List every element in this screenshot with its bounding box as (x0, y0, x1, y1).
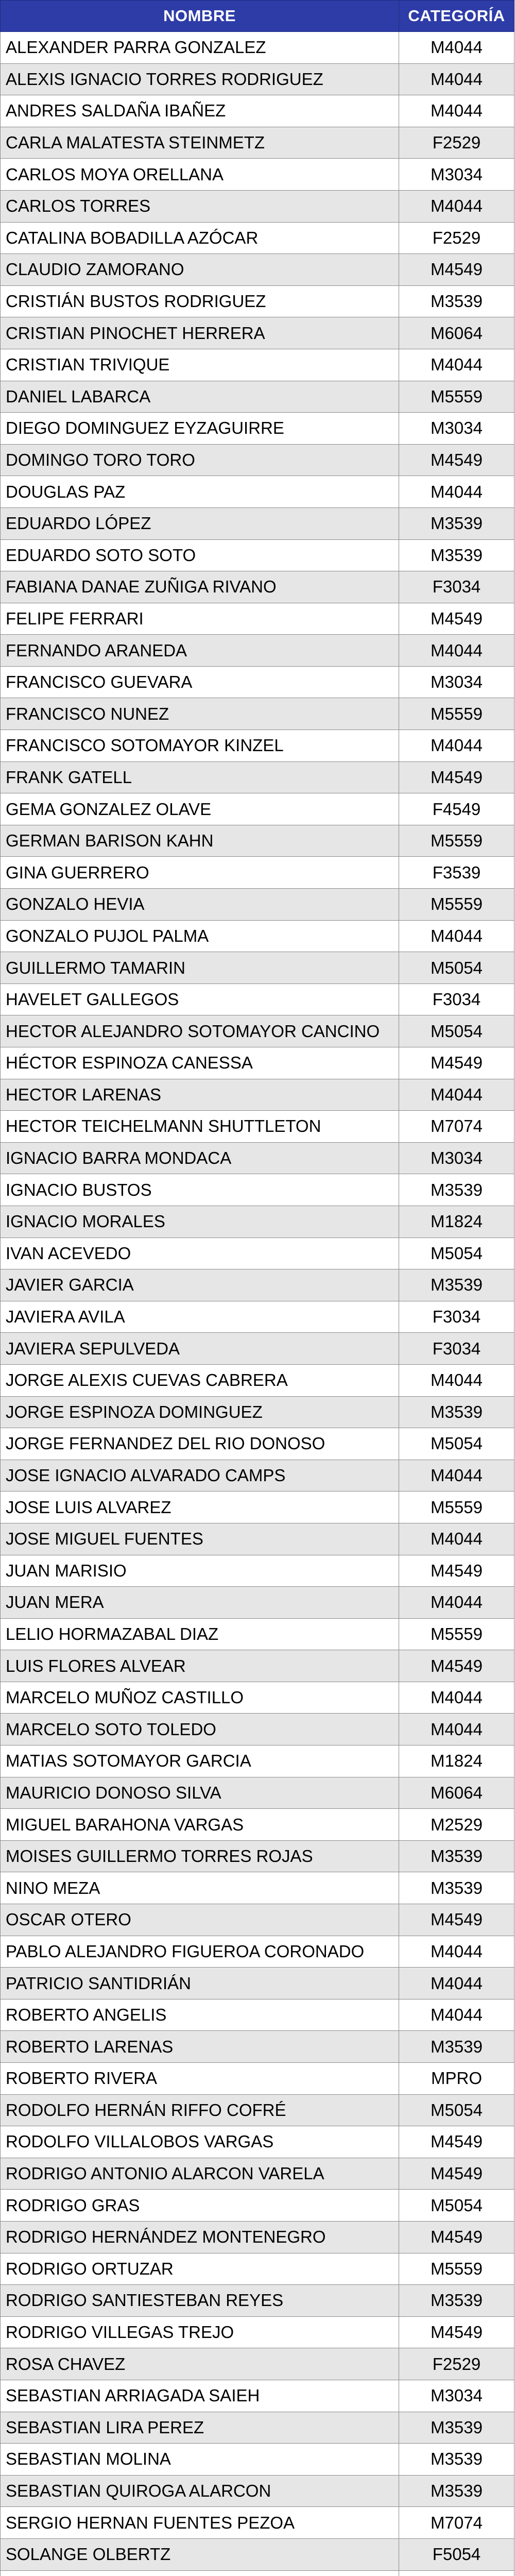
table-row (1, 349, 514, 381)
participant-category-cell: M5559 (399, 1492, 514, 1523)
participant-name-cell: GONZALO PUJOL PALMA (1, 920, 399, 952)
participant-name-cell: FELIPE FERRARI (1, 603, 399, 635)
participant-category-cell: M3539 (399, 2285, 514, 2317)
participant-name-cell: SERGIO HERNAN FUENTES PEZOA (1, 2507, 399, 2539)
participant-name-cell: JOSE LUIS ALVAREZ (1, 1492, 399, 1523)
participant-category-cell: M3539 (399, 2412, 514, 2444)
participant-category-cell: M4044 (399, 95, 514, 127)
participant-name-cell: CARLOS MOYA ORELLANA (1, 159, 399, 191)
table-row (1, 1301, 514, 1333)
participant-category-cell: M5559 (399, 381, 514, 413)
participant-name-cell: MIGUEL BARAHONA VARGAS (1, 1809, 399, 1841)
table-row (1, 1618, 514, 1650)
table-row (1, 1269, 514, 1301)
participant-category-cell: F3034 (399, 1301, 514, 1333)
participant-name-cell: ANDRES SALDAÑA IBAÑEZ (1, 95, 399, 127)
participant-category-cell: M4044 (399, 349, 514, 381)
participant-name-cell: EDUARDO LÓPEZ (1, 507, 399, 539)
participant-name-cell: CRISTIAN PINOCHET HERRERA (1, 317, 399, 349)
participant-category-cell: M4044 (399, 476, 514, 508)
participant-name-cell: IGNACIO MORALES (1, 1206, 399, 1238)
participant-name-cell: LUIS FLORES ALVEAR (1, 1650, 399, 1682)
participant-name-cell: HAVELET GALLEGOS (1, 984, 399, 1015)
participant-category-cell: M4549 (399, 1904, 514, 1936)
participant-name-cell: LELIO HORMAZABAL DIAZ (1, 1618, 399, 1650)
table-row (1, 1872, 514, 1904)
participant-category-cell: F3034 (399, 984, 514, 1015)
participant-name-cell: HECTOR LARENAS (1, 1079, 399, 1111)
table-row (1, 1364, 514, 1396)
participant-name-cell: DANIEL LABARCA (1, 381, 399, 413)
participant-name-cell: CLAUDIO ZAMORANO (1, 254, 399, 286)
table-row (1, 2063, 514, 2095)
participant-category-cell: M3034 (399, 159, 514, 191)
participant-name-cell: JAVIER GARCIA (1, 1269, 399, 1301)
table-row (1, 2253, 514, 2285)
table-row (1, 1809, 514, 1841)
participant-category-cell: M4044 (399, 1936, 514, 1968)
name-column-header: NOMBRE (1, 1, 399, 32)
participant-category-cell: F2529 (399, 2348, 514, 2380)
participant-category-cell: M7074 (399, 1111, 514, 1143)
table-row (1, 1650, 514, 1682)
participant-category-cell: M5054 (399, 2094, 514, 2126)
participant-category-cell: F3034 (399, 571, 514, 603)
table-row (1, 1587, 514, 1619)
category-column-header: CATEGORÍA (399, 1, 514, 32)
table-row (1, 2126, 514, 2158)
participant-category-cell: M3034 (399, 666, 514, 698)
participant-name-cell: JAVIERA AVILA (1, 1301, 399, 1333)
participant-category-cell: M3539 (399, 507, 514, 539)
table-row (1, 857, 514, 889)
participant-category-cell: M4044 (399, 920, 514, 952)
participant-category-cell: M3034 (399, 1142, 514, 1174)
table-row (1, 1999, 514, 2031)
participant-category-cell: M3034 (399, 413, 514, 445)
table-row (1, 507, 514, 539)
table-row (1, 285, 514, 317)
participant-category-cell: M3539 (399, 1269, 514, 1301)
table-row (1, 2285, 514, 2317)
participant-category-cell: M4549 (399, 444, 514, 476)
participant-name-cell: RODRIGO ORTUZAR (1, 2253, 399, 2285)
participant-category-cell: M4044 (399, 1364, 514, 1396)
participant-category-cell: M5054 (399, 1428, 514, 1460)
participant-name-cell: PATRICIO SANTIDRIÁN (1, 1968, 399, 1999)
table-row (1, 1047, 514, 1079)
participant-name-cell (1, 2570, 399, 2576)
table-row (1, 666, 514, 698)
table-row (1, 793, 514, 825)
participant-category-cell: M6064 (399, 1777, 514, 1809)
participant-category-cell: F3034 (399, 1333, 514, 1365)
participant-category-cell: M4549 (399, 254, 514, 286)
participant-name-cell: CARLOS TORRES (1, 190, 399, 222)
participant-category-cell: M7074 (399, 2507, 514, 2539)
participant-category-cell: M5054 (399, 2190, 514, 2222)
participant-name-cell: CARLA MALATESTA STEINMETZ (1, 127, 399, 159)
table-row (1, 317, 514, 349)
participant-name-cell: SEBASTIAN LIRA PEREZ (1, 2412, 399, 2444)
participant-name-cell: JORGE FERNANDEZ DEL RIO DONOSO (1, 1428, 399, 1460)
participant-category-cell: M4044 (399, 1999, 514, 2031)
participant-name-cell: JOSE MIGUEL FUENTES (1, 1523, 399, 1555)
participant-name-cell: FRANCISCO GUEVARA (1, 666, 399, 698)
participant-name-cell: CATALINA BOBADILLA AZÓCAR (1, 222, 399, 254)
table-row (1, 698, 514, 730)
participant-category-cell: M4044 (399, 1682, 514, 1714)
table-row (1, 2158, 514, 2190)
table-row (1, 1460, 514, 1492)
participant-category-cell: M3539 (399, 2444, 514, 2476)
participant-category-cell: M5559 (399, 1618, 514, 1650)
table-row (1, 920, 514, 952)
participant-category-cell: F3539 (399, 857, 514, 889)
participant-category-cell: M1824 (399, 1745, 514, 1777)
participant-category-cell: M4044 (399, 730, 514, 762)
participant-name-cell: GONZALO HEVIA (1, 889, 399, 921)
table-row (1, 254, 514, 286)
participant-name-cell: JOSE IGNACIO ALVARADO CAMPS (1, 1460, 399, 1492)
participant-category-cell: M3539 (399, 1840, 514, 1872)
participant-category-cell: M3539 (399, 2031, 514, 2063)
table-row (1, 1492, 514, 1523)
table-row (1, 1840, 514, 1872)
participant-name-cell: DOMINGO TORO TORO (1, 444, 399, 476)
participant-name-cell: GEMA GONZALEZ OLAVE (1, 793, 399, 825)
table-row (1, 1206, 514, 1238)
table-row (1, 1142, 514, 1174)
participant-category-cell: M4044 (399, 190, 514, 222)
table-row (1, 761, 514, 793)
table-row (1, 889, 514, 921)
table-row (1, 2221, 514, 2253)
participant-name-cell: SEBASTIAN QUIROGA ALARCON (1, 2475, 399, 2507)
participant-name-cell: ROSA CHAVEZ (1, 2348, 399, 2380)
table-row (1, 1682, 514, 1714)
participant-name-cell: RODRIGO GRAS (1, 2190, 399, 2222)
table-row (1, 825, 514, 857)
participant-name-cell: GERMAN BARISON KAHN (1, 825, 399, 857)
participant-name-cell: ALEXANDER PARRA GONZALEZ (1, 32, 399, 64)
participant-name-cell: GINA GUERRERO (1, 857, 399, 889)
table-row (1, 1111, 514, 1143)
participant-name-cell: IGNACIO BARRA MONDACA (1, 1142, 399, 1174)
table-row (1, 539, 514, 571)
table-row (1, 730, 514, 762)
participant-category-cell: MPRO (399, 2063, 514, 2095)
participant-category-cell: M4044 (399, 32, 514, 64)
participant-name-cell: ROBERTO RIVERA (1, 2063, 399, 2095)
participant-category-cell: M3034 (399, 2380, 514, 2412)
table-row (1, 413, 514, 445)
participant-category-cell: M4044 (399, 1079, 514, 1111)
participant-name-cell: JUAN MARISIO (1, 1555, 399, 1587)
table-row (1, 1968, 514, 1999)
participant-category-cell: M6064 (399, 317, 514, 349)
participant-category-cell: F5054 (399, 2538, 514, 2570)
participant-category-cell: M5054 (399, 1015, 514, 1047)
table-row (1, 1777, 514, 1809)
participant-category-cell: M4044 (399, 1714, 514, 1745)
participant-category-cell: F4549 (399, 793, 514, 825)
participant-name-cell: MARCELO MUÑOZ CASTILLO (1, 1682, 399, 1714)
participant-name-cell: CRISTIÁN BUSTOS RODRIGUEZ (1, 285, 399, 317)
participant-name-cell: JORGE ALEXIS CUEVAS CABRERA (1, 1364, 399, 1396)
participant-name-cell: FRANK GATELL (1, 761, 399, 793)
participant-name-cell: JORGE ESPINOZA DOMINGUEZ (1, 1396, 399, 1428)
table-row (1, 1079, 514, 1111)
participant-name-cell: RODRIGO HERNÁNDEZ MONTENEGRO (1, 2221, 399, 2253)
table-row (1, 952, 514, 984)
table-row (1, 1238, 514, 1269)
participant-name-cell: DOUGLAS PAZ (1, 476, 399, 508)
participant-category-cell: M5559 (399, 2253, 514, 2285)
table-row (1, 1428, 514, 1460)
participant-category-cell: M4549 (399, 2316, 514, 2348)
table-row (1, 2190, 514, 2222)
participant-category-cell: M2529 (399, 1809, 514, 1841)
participant-name-cell: MATIAS SOTOMAYOR GARCIA (1, 1745, 399, 1777)
participant-name-cell: GUILLERMO TAMARIN (1, 952, 399, 984)
participant-category-cell: M4549 (399, 603, 514, 635)
table-row (1, 2380, 514, 2412)
table-row (1, 2094, 514, 2126)
participant-category-cell: M5054 (399, 952, 514, 984)
participant-category-cell: M4044 (399, 1968, 514, 1999)
table-row (1, 222, 514, 254)
participant-category-cell: M4549 (399, 2221, 514, 2253)
participant-category-cell: M4549 (399, 1555, 514, 1587)
participant-name-cell: HECTOR TEICHELMANN SHUTTLETON (1, 1111, 399, 1143)
participant-name-cell: EDUARDO SOTO SOTO (1, 539, 399, 571)
participant-name-cell: SEBASTIAN ARRIAGADA SAIEH (1, 2380, 399, 2412)
participant-category-cell: F2529 (399, 127, 514, 159)
table-row (1, 95, 514, 127)
participant-name-cell: MARCELO SOTO TOLEDO (1, 1714, 399, 1745)
participant-category-cell: M4549 (399, 1650, 514, 1682)
participant-category-cell: M4549 (399, 761, 514, 793)
table-row (1, 635, 514, 667)
participant-name-cell: ALEXIS IGNACIO TORRES RODRIGUEZ (1, 63, 399, 95)
table-row (1, 476, 514, 508)
table-row (1, 381, 514, 413)
participant-name-cell: PABLO ALEJANDRO FIGUEROA CORONADO (1, 1936, 399, 1968)
table-row (1, 1174, 514, 1206)
participant-category-cell: M5559 (399, 698, 514, 730)
participant-name-cell: DIEGO DOMINGUEZ EYZAGUIRRE (1, 413, 399, 445)
participant-name-cell: ROBERTO ANGELIS (1, 1999, 399, 2031)
participant-name-cell: JUAN MERA (1, 1587, 399, 1619)
participant-name-cell: RODRIGO ANTONIO ALARCON VARELA (1, 2158, 399, 2190)
participant-name-cell: IVAN ACEVEDO (1, 1238, 399, 1269)
participant-category-cell: M1824 (399, 1206, 514, 1238)
participant-name-cell: OSCAR OTERO (1, 1904, 399, 1936)
table-row (1, 1555, 514, 1587)
table-row (1, 127, 514, 159)
participant-name-cell: MOISES GUILLERMO TORRES ROJAS (1, 1840, 399, 1872)
participant-name-cell: FABIANA DANAE ZUÑIGA RIVANO (1, 571, 399, 603)
header-row (1, 1, 514, 32)
participant-name-cell: RODOLFO VILLALOBOS VARGAS (1, 2126, 399, 2158)
participant-category-cell: M3539 (399, 1174, 514, 1206)
table-row (1, 32, 514, 64)
table-row (1, 1904, 514, 1936)
table-row (1, 2348, 514, 2380)
participant-category-cell: M4044 (399, 635, 514, 667)
participant-name-cell: HECTOR ALEJANDRO SOTOMAYOR CANCINO (1, 1015, 399, 1047)
participant-category-cell: F2529 (399, 222, 514, 254)
participant-category-cell: M3539 (399, 2475, 514, 2507)
table-row (1, 2538, 514, 2570)
table-row (1, 2316, 514, 2348)
participant-name-cell: CRISTIAN TRIVIQUE (1, 349, 399, 381)
participant-category-cell: M5054 (399, 1238, 514, 1269)
participant-name-cell: RODRIGO VILLEGAS TREJO (1, 2316, 399, 2348)
participant-category-cell: M4044 (399, 1523, 514, 1555)
participant-category-cell: M4549 (399, 2126, 514, 2158)
table-row (1, 63, 514, 95)
participant-category-cell: M3539 (399, 1396, 514, 1428)
participant-name-cell: FERNANDO ARANEDA (1, 635, 399, 667)
participant-category-cell: M5559 (399, 889, 514, 921)
participant-category-cell: M4549 (399, 2158, 514, 2190)
participant-category-cell: M3539 (399, 1872, 514, 1904)
participant-name-cell: HÉCTOR ESPINOZA CANESSA (1, 1047, 399, 1079)
table-row (1, 1396, 514, 1428)
table-row (1, 2444, 514, 2476)
participant-name-cell: FRANCISCO SOTOMAYOR KINZEL (1, 730, 399, 762)
table-row (1, 571, 514, 603)
participant-category-cell: M3539 (399, 539, 514, 571)
participant-category-cell: M4549 (399, 1047, 514, 1079)
participant-name-cell: NINO MEZA (1, 1872, 399, 1904)
participant-name-cell: JAVIERA SEPULVEDA (1, 1333, 399, 1365)
table-row (1, 984, 514, 1015)
participant-name-cell: ROBERTO LARENAS (1, 2031, 399, 2063)
participant-name-cell: FRANCISCO NUNEZ (1, 698, 399, 730)
participant-category-cell (399, 2570, 514, 2576)
participant-name-cell: RODRIGO SANTIESTEBAN REYES (1, 2285, 399, 2317)
table-row (1, 1333, 514, 1365)
participant-category-cell: M4044 (399, 63, 514, 95)
participant-name-cell: SOLANGE OLBERTZ (1, 2538, 399, 2570)
table-row (1, 2031, 514, 2063)
participant-category-cell: M5559 (399, 825, 514, 857)
participant-category-cell: M4044 (399, 1460, 514, 1492)
participant-name-cell: SEBASTIAN MOLINA (1, 2444, 399, 2476)
participant-name-cell: RODOLFO HERNÁN RIFFO COFRÉ (1, 2094, 399, 2126)
table-row (1, 2507, 514, 2539)
table-row (1, 2412, 514, 2444)
table-row (1, 1936, 514, 1968)
participant-category-cell: M4044 (399, 1587, 514, 1619)
table-row (1, 2570, 514, 2576)
table-row (1, 1523, 514, 1555)
table-row (1, 603, 514, 635)
participant-name-cell: MAURICIO DONOSO SILVA (1, 1777, 399, 1809)
table-row (1, 2475, 514, 2507)
table-row (1, 190, 514, 222)
table-row (1, 444, 514, 476)
participant-category-cell: M3539 (399, 285, 514, 317)
table-row (1, 1015, 514, 1047)
table-body (1, 32, 514, 2576)
table-row (1, 159, 514, 191)
table-row (1, 1745, 514, 1777)
table-row (1, 1714, 514, 1745)
participant-name-cell: IGNACIO BUSTOS (1, 1174, 399, 1206)
